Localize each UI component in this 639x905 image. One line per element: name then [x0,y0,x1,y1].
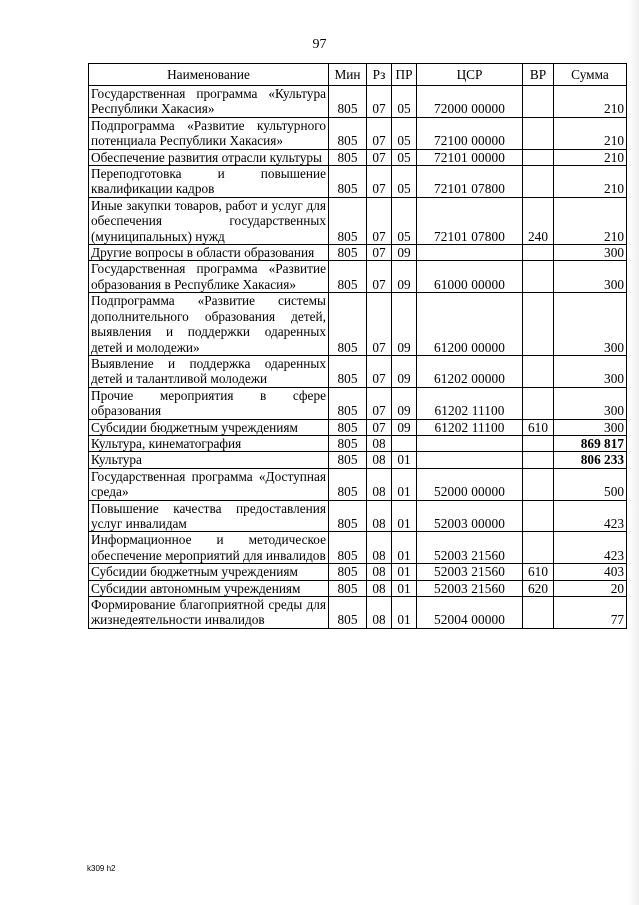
cell-vr [523,166,554,198]
header-min: Мин [329,64,367,86]
cell-sum: 210 [554,86,627,118]
cell-name: Прочие мероприятия в сфере образования [89,387,329,419]
cell-sum: 210 [554,166,627,198]
cell-rz: 07 [367,117,392,149]
table-row [89,86,627,118]
table-row [89,117,627,149]
table-row [89,500,627,532]
cell-vr [523,355,554,387]
header-name: Наименование [89,64,329,86]
cell-vr [523,452,554,468]
table-row [89,597,627,629]
cell-csr [417,245,523,261]
cell-csr: 52003 21560 [417,564,523,580]
table-row [89,261,627,293]
scan-edge-shadow [629,0,639,905]
cell-name: Государственная программа «Доступная среда» [89,468,329,500]
cell-vr [523,245,554,261]
table-row [89,245,627,261]
cell-name: Государственная программа «Развитие образования в Республике Хакасия» [89,261,329,293]
cell-vr [523,435,554,451]
cell-csr: 61200 00000 [417,293,523,356]
header-csr: ЦСР [417,64,523,86]
cell-vr [523,387,554,419]
cell-csr: 61000 00000 [417,261,523,293]
cell-vr [523,597,554,629]
cell-min: 805 [329,355,367,387]
cell-csr: 52003 21560 [417,532,523,564]
cell-min: 805 [329,419,367,435]
table-row [89,419,627,435]
table-row [89,166,627,198]
table-row [89,355,627,387]
cell-vr [523,468,554,500]
cell-name: Выявление и поддержка одаренных детей и талантливой молодежи [89,355,329,387]
cell-rz: 08 [367,597,392,629]
document-code: k309 h2 [87,864,116,873]
cell-rz: 08 [367,564,392,580]
cell-csr: 52003 21560 [417,580,523,596]
cell-pr: 09 [392,261,417,293]
header-pr: ПР [392,64,417,86]
cell-rz: 07 [367,197,392,244]
cell-rz: 08 [367,468,392,500]
cell-vr [523,532,554,564]
cell-pr: 09 [392,419,417,435]
cell-rz: 08 [367,435,392,451]
cell-csr: 52004 00000 [417,597,523,629]
cell-rz: 07 [367,355,392,387]
cell-vr [523,86,554,118]
cell-csr: 72101 00000 [417,149,523,165]
cell-sum: 20 [554,580,627,596]
cell-pr: 09 [392,387,417,419]
cell-pr: 01 [392,532,417,564]
cell-pr: 09 [392,245,417,261]
cell-sum: 210 [554,149,627,165]
cell-vr [523,117,554,149]
cell-min: 805 [329,86,367,118]
cell-name: Культура [89,452,329,468]
cell-pr: 01 [392,564,417,580]
cell-min: 805 [329,149,367,165]
cell-pr: 05 [392,197,417,244]
cell-pr: 01 [392,500,417,532]
cell-min: 805 [329,261,367,293]
cell-rz: 08 [367,532,392,564]
cell-min: 805 [329,245,367,261]
cell-rz: 08 [367,500,392,532]
cell-csr: 72101 07800 [417,197,523,244]
cell-csr [417,452,523,468]
table-row [89,452,627,468]
header-rz: Рз [367,64,392,86]
cell-name: Подпрограмма «Развитие системы дополнительного образования детей, выявления и поддержки одаренных детей и молодежи» [89,293,329,356]
cell-pr: 01 [392,580,417,596]
cell-min: 805 [329,166,367,198]
cell-csr: 52003 00000 [417,500,523,532]
cell-min: 805 [329,468,367,500]
cell-sum: 869 817 [554,435,627,451]
cell-vr [523,500,554,532]
table-header-row [89,64,627,86]
cell-sum: 500 [554,468,627,500]
cell-min: 805 [329,197,367,244]
cell-rz: 07 [367,86,392,118]
cell-pr: 05 [392,149,417,165]
cell-pr: 09 [392,293,417,356]
cell-min: 805 [329,435,367,451]
cell-sum: 77 [554,597,627,629]
cell-sum: 300 [554,293,627,356]
cell-min: 805 [329,452,367,468]
cell-rz: 07 [367,419,392,435]
cell-name: Государственная программа «Культура Республики Хакасия» [89,86,329,118]
cell-rz: 07 [367,166,392,198]
page-number: 97 [312,37,327,52]
cell-min: 805 [329,564,367,580]
cell-min: 805 [329,293,367,356]
cell-rz: 07 [367,245,392,261]
cell-vr: 610 [523,564,554,580]
cell-name: Повышение качества предоставления услуг инвалидам [89,500,329,532]
header-sum: Сумма [554,64,627,86]
cell-pr: 05 [392,166,417,198]
cell-csr: 61202 11100 [417,419,523,435]
cell-name: Субсидии автономным учреждениям [89,580,329,596]
cell-sum: 403 [554,564,627,580]
cell-csr: 72000 00000 [417,86,523,118]
cell-name: Субсидии бюджетным учреждениям [89,564,329,580]
cell-sum: 300 [554,419,627,435]
table-row [89,387,627,419]
cell-name: Обеспечение развития отрасли культуры [89,149,329,165]
cell-rz: 07 [367,387,392,419]
cell-csr: 72100 00000 [417,117,523,149]
cell-name: Информационное и методическое обеспечение мероприятий для инвалидов [89,532,329,564]
cell-pr: 01 [392,597,417,629]
cell-name: Субсидии бюджетным учреждениям [89,419,329,435]
table-row [89,468,627,500]
cell-name: Формирование благоприятной среды для жизнедеятельности инвалидов [89,597,329,629]
table-row [89,149,627,165]
cell-rz: 07 [367,261,392,293]
table-row [89,197,627,244]
cell-min: 805 [329,532,367,564]
cell-pr: 09 [392,355,417,387]
table-body [89,86,627,629]
table-row [89,580,627,596]
cell-csr: 61202 00000 [417,355,523,387]
cell-sum: 806 233 [554,452,627,468]
table-row [89,564,627,580]
cell-sum: 210 [554,117,627,149]
table-row [89,532,627,564]
table-row [89,435,627,451]
cell-rz: 08 [367,452,392,468]
cell-pr [392,435,417,451]
budget-table [88,63,627,629]
cell-min: 805 [329,387,367,419]
cell-csr [417,435,523,451]
cell-vr [523,149,554,165]
cell-sum: 423 [554,532,627,564]
cell-min: 805 [329,597,367,629]
cell-pr: 05 [392,117,417,149]
cell-name: Иные закупки товаров, работ и услуг для обеспечения государственных (муниципальных) нужд [89,197,329,244]
cell-vr: 610 [523,419,554,435]
cell-pr: 01 [392,468,417,500]
cell-sum: 210 [554,197,627,244]
cell-csr: 52000 00000 [417,468,523,500]
cell-name: Культура, кинематография [89,435,329,451]
cell-sum: 423 [554,500,627,532]
header-vr: ВР [523,64,554,86]
cell-pr: 05 [392,86,417,118]
cell-sum: 300 [554,261,627,293]
cell-rz: 07 [367,149,392,165]
cell-name: Другие вопросы в области образования [89,245,329,261]
cell-sum: 300 [554,387,627,419]
cell-min: 805 [329,500,367,532]
cell-csr: 61202 11100 [417,387,523,419]
cell-csr: 72101 07800 [417,166,523,198]
cell-sum: 300 [554,355,627,387]
cell-vr: 240 [523,197,554,244]
cell-vr [523,261,554,293]
cell-min: 805 [329,117,367,149]
cell-vr [523,293,554,356]
cell-name: Переподготовка и повышение квалификации кадров [89,166,329,198]
cell-sum: 300 [554,245,627,261]
cell-pr: 01 [392,452,417,468]
cell-name: Подпрограмма «Развитие культурного потенциала Республики Хакасия» [89,117,329,149]
cell-vr: 620 [523,580,554,596]
table-row [89,293,627,356]
cell-min: 805 [329,580,367,596]
cell-rz: 07 [367,293,392,356]
cell-rz: 08 [367,580,392,596]
